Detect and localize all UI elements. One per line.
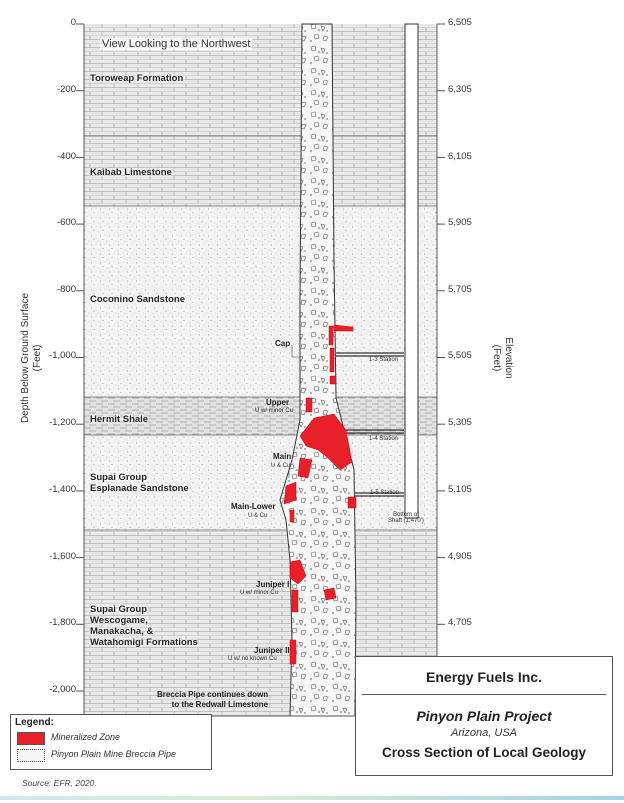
left-tick-label: -1,000 xyxy=(49,350,76,361)
breccia-note-l1: Breccia Pipe continues down xyxy=(157,690,269,699)
formation-label-coconino: Coconino Sandstone xyxy=(90,294,185,305)
formation-label-lower-supai-l4: Watahomigi Formations xyxy=(90,637,198,648)
title-block xyxy=(355,656,613,776)
zone-label-main: Main xyxy=(273,452,292,461)
legend-title: Legend: xyxy=(15,717,54,728)
right-tick-label: 4,705 xyxy=(448,617,472,628)
formation-label-toroweap: Toroweap Formation xyxy=(90,73,184,84)
left-tick-label: -1,800 xyxy=(49,617,76,628)
left-tick-label: -400 xyxy=(56,151,76,162)
mine-shaft xyxy=(405,24,418,518)
main-lower-zone-3 xyxy=(290,510,294,522)
right-tick-label: 5,905 xyxy=(448,217,472,228)
zone-label-juniper1: Juniper I xyxy=(256,580,290,589)
company-name: Energy Fuels Inc. xyxy=(426,669,542,685)
juniper2-zone xyxy=(290,640,296,664)
source-credit: Source: EFR, 2020. xyxy=(22,778,97,788)
cap-zone-3 xyxy=(330,348,334,372)
zone-sublabel-upper: U w/ minor Cu xyxy=(255,408,294,414)
zone-sublabel-main: U & Cu xyxy=(271,463,291,469)
formation-label-hermit: Hermit Shale xyxy=(90,414,149,425)
formation-label-lower-supai-l3: Manakacha, & xyxy=(90,626,154,637)
formation-label-esplanade-l2: Esplanade Sandstone xyxy=(90,483,189,494)
formation-label-lower-supai-l2: Wescogame, xyxy=(90,615,148,626)
zone-label-juniper2: Juniper II xyxy=(254,646,290,655)
right-axis-title-line1: Elevation xyxy=(503,337,514,379)
left-tick-label: -800 xyxy=(56,284,76,295)
right-tick-label: 6,105 xyxy=(448,151,472,162)
zone-sublabel-juniper1: U w/ minor Cu xyxy=(240,590,279,596)
formation-label-esplanade xyxy=(90,472,189,494)
formation-label-esplanade-l1: Supai Group xyxy=(90,472,147,483)
left-tick-label: -1,400 xyxy=(49,484,76,495)
left-axis-title xyxy=(20,268,44,448)
juniper1-zone-2 xyxy=(292,590,298,612)
cap-zone xyxy=(329,326,333,345)
right-tick-label: 5,505 xyxy=(448,350,472,361)
left-tick-label: -200 xyxy=(56,84,76,95)
right-axis-title-line2: (Feet) xyxy=(491,344,502,372)
left-tick-label: -600 xyxy=(56,217,76,228)
breccia-note xyxy=(157,690,268,710)
zone-label-main-lower: Main-Lower xyxy=(231,502,276,511)
legend xyxy=(10,714,212,770)
station-label-1-4: 1-4 Station xyxy=(369,436,399,442)
project-name: Pinyon Plain Project xyxy=(416,708,552,724)
left-tick-label: 0 xyxy=(70,17,76,28)
project-location: Arizona, USA xyxy=(450,727,518,739)
left-tick-label: -1,600 xyxy=(49,551,76,562)
legend-swatch-breccia xyxy=(17,749,45,762)
right-tick-label: 6,505 xyxy=(448,17,472,28)
right-tick-label: 6,305 xyxy=(448,84,472,95)
zone-sublabel-main-lower: U & Cu xyxy=(248,513,268,519)
station-label-1-5: 1-5 Station xyxy=(370,490,400,496)
shaft-bottom-label-l1: Bottom of xyxy=(393,512,419,518)
bottom-accent-bar xyxy=(0,796,624,800)
formation-label-lower-supai-l1: Supai Group xyxy=(90,604,147,615)
legend-label-mineralized: Mineralized Zone xyxy=(51,732,121,742)
main-lower-zone-2 xyxy=(348,497,356,508)
right-tick-label: 5,105 xyxy=(448,484,472,495)
view-label: View Looking to the Northwest xyxy=(102,38,251,50)
formation-label-kaibab: Kaibab Limestone xyxy=(90,167,172,178)
figure-subtitle: Cross Section of Local Geology xyxy=(381,745,587,760)
zone-sublabel-juniper2: U w/ no known Cu xyxy=(228,656,277,662)
breccia-note-l2: to the Redwall Limestone xyxy=(171,700,269,709)
formation-label-lower-supai xyxy=(90,604,198,648)
legend-swatch-mineralized xyxy=(17,732,45,745)
legend-label-breccia: Pinyon Plain Mine Breccia Pipe xyxy=(51,749,177,759)
upper-zone-2 xyxy=(306,398,312,412)
zone-label-cap: Cap xyxy=(275,339,291,348)
right-axis-ticks xyxy=(437,24,445,624)
upper-zone xyxy=(330,376,336,384)
station-label-1-3: 1-3 Station xyxy=(369,357,399,363)
left-axis-title-line1: Depth Below Ground Surface xyxy=(20,292,31,424)
shaft-bottom-label-l2: Shaft (1,470') xyxy=(388,518,424,524)
left-axis-ticks xyxy=(76,24,84,691)
right-tick-label: 5,305 xyxy=(448,417,472,428)
left-axis-title-line2: (Feet) xyxy=(32,344,43,372)
left-tick-label: -2,000 xyxy=(49,684,76,695)
shaft-bottom-label xyxy=(388,512,424,524)
juniper1-zone-3 xyxy=(324,588,336,600)
zone-label-upper: Upper xyxy=(266,398,290,407)
title-divider xyxy=(362,694,606,695)
right-tick-label: 5,705 xyxy=(448,284,472,295)
right-axis-title xyxy=(490,298,514,418)
right-tick-label: 4,905 xyxy=(448,551,472,562)
left-tick-label: -1,200 xyxy=(49,417,76,428)
